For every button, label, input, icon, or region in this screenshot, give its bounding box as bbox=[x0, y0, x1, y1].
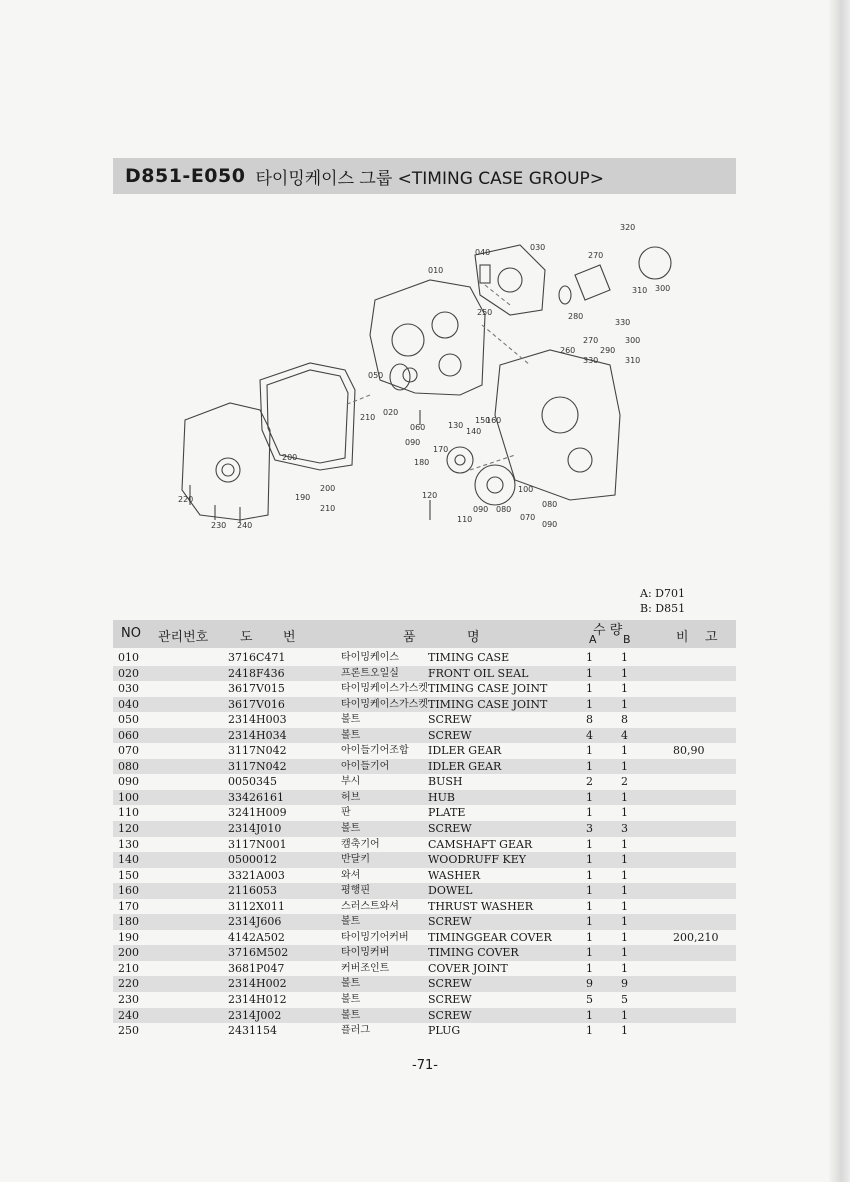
cell-kr: 부시 bbox=[341, 776, 361, 788]
cell-kr: 판 bbox=[341, 807, 351, 819]
cell-a: 1 bbox=[586, 806, 593, 820]
callout-label: 180 bbox=[414, 458, 430, 467]
table-row bbox=[113, 945, 736, 961]
cell-no: 150 bbox=[118, 868, 139, 882]
table-row bbox=[113, 712, 736, 728]
cell-part: 33426161 bbox=[228, 790, 284, 804]
table-row bbox=[113, 774, 736, 790]
header-drawing-2: 번 bbox=[283, 630, 296, 645]
cell-en: COVER JOINT bbox=[428, 961, 508, 975]
cell-b: 1 bbox=[621, 1008, 628, 1022]
table-row bbox=[113, 681, 736, 697]
cell-b: 1 bbox=[621, 930, 628, 944]
cell-a: 1 bbox=[586, 930, 593, 944]
cell-part: 0500012 bbox=[228, 853, 277, 867]
callout-label: 020 bbox=[383, 408, 399, 417]
cell-no: 020 bbox=[118, 666, 139, 680]
callout-label: 190 bbox=[295, 493, 311, 502]
cell-no: 080 bbox=[118, 759, 139, 773]
cell-remark: 80,90 bbox=[673, 744, 705, 758]
cell-a: 1 bbox=[586, 744, 593, 758]
cell-no: 040 bbox=[118, 697, 139, 711]
legend-a: A: D701 bbox=[640, 587, 685, 600]
cell-no: 050 bbox=[118, 713, 139, 727]
cell-part: 2314J010 bbox=[228, 822, 282, 836]
cell-b: 1 bbox=[621, 946, 628, 960]
cell-b: 1 bbox=[621, 682, 628, 696]
callout-label: 330 bbox=[615, 318, 631, 327]
cell-en: PLATE bbox=[428, 806, 466, 820]
cell-en: BUSH bbox=[428, 775, 463, 789]
cell-part: 3681P047 bbox=[228, 961, 285, 975]
cell-b: 1 bbox=[621, 759, 628, 773]
table-row bbox=[113, 805, 736, 821]
cell-kr: 스러스트와셔 bbox=[341, 900, 399, 912]
cell-part: 2418F436 bbox=[228, 666, 285, 680]
cell-a: 1 bbox=[586, 1024, 593, 1038]
cell-en: SCREW bbox=[428, 822, 472, 836]
cell-no: 010 bbox=[118, 651, 139, 664]
callout-label: 240 bbox=[237, 521, 253, 530]
cell-part: 3112X011 bbox=[228, 899, 285, 913]
cell-b: 1 bbox=[621, 853, 628, 867]
cell-a: 1 bbox=[586, 946, 593, 960]
cell-part: 3716C471 bbox=[228, 651, 286, 664]
cell-a: 1 bbox=[586, 1008, 593, 1022]
callout-label: 010 bbox=[428, 266, 444, 275]
cell-kr: 타이밍커버 bbox=[341, 947, 390, 959]
cell-b: 1 bbox=[621, 651, 628, 664]
table-row bbox=[113, 759, 736, 775]
cell-b: 1 bbox=[621, 884, 628, 898]
pulley-drawing bbox=[639, 247, 671, 279]
cell-kr: 타이밍케이스가스켓 bbox=[341, 698, 428, 710]
table-row bbox=[113, 992, 736, 1008]
cell-a: 1 bbox=[586, 682, 593, 696]
cell-part: 3716M502 bbox=[228, 946, 289, 960]
table-row bbox=[113, 821, 736, 837]
cell-b: 1 bbox=[621, 915, 628, 929]
table-row bbox=[113, 666, 736, 682]
cell-part: 3117N042 bbox=[228, 759, 287, 773]
header-remark-1: 비 bbox=[676, 630, 689, 645]
cell-no: 200 bbox=[118, 946, 139, 960]
callout-label: 270 bbox=[588, 251, 604, 260]
header-qty: 수 량 bbox=[593, 623, 623, 638]
table-row bbox=[113, 728, 736, 744]
callout-label: 230 bbox=[211, 521, 227, 530]
cell-kr: 캠축기어 bbox=[341, 838, 380, 850]
cell-part: 3117N001 bbox=[228, 837, 287, 851]
timing-cover-drawing bbox=[182, 403, 270, 520]
callout-label: 090 bbox=[473, 505, 489, 514]
callout-label: 200 bbox=[320, 484, 336, 493]
callout-label: 280 bbox=[568, 312, 584, 321]
cell-kr: 볼트 bbox=[341, 994, 361, 1006]
cell-part: 2116053 bbox=[228, 884, 277, 898]
cell-part: 2314H034 bbox=[228, 728, 287, 742]
callout-label: 320 bbox=[620, 223, 636, 232]
section-title: 타이밍케이스 그룹 <TIMING CASE GROUP> bbox=[255, 168, 605, 189]
callout-label: 310 bbox=[632, 286, 648, 295]
cell-b: 5 bbox=[621, 993, 628, 1007]
callout-label: 060 bbox=[410, 423, 426, 432]
cell-b: 2 bbox=[621, 775, 628, 789]
table-row bbox=[113, 914, 736, 930]
parts-table-header bbox=[113, 620, 736, 648]
exploded-parts-diagram bbox=[170, 215, 690, 545]
table-row bbox=[113, 930, 736, 946]
cell-b: 1 bbox=[621, 961, 628, 975]
callout-label: 200 bbox=[282, 453, 298, 462]
cell-kr: 아이들기어 bbox=[341, 760, 390, 772]
callout-label: 140 bbox=[466, 427, 482, 436]
cell-no: 140 bbox=[118, 853, 139, 867]
timing-case-drawing bbox=[370, 280, 485, 395]
cell-en: SCREW bbox=[428, 713, 472, 727]
callout-label: 040 bbox=[475, 248, 491, 257]
section-title-bar bbox=[113, 158, 736, 194]
cell-a: 9 bbox=[586, 977, 593, 991]
cell-a: 1 bbox=[586, 868, 593, 882]
cell-b: 9 bbox=[621, 977, 628, 991]
cell-part: 2431154 bbox=[228, 1024, 277, 1038]
callout-label: 300 bbox=[625, 336, 641, 345]
cell-a: 3 bbox=[586, 822, 593, 836]
callout-label: 130 bbox=[448, 421, 464, 430]
callout-label: 160 bbox=[486, 416, 502, 425]
callout-label: 270 bbox=[583, 336, 599, 345]
cell-kr: 와셔 bbox=[341, 869, 361, 881]
callout-label: 110 bbox=[457, 515, 473, 524]
cell-no: 170 bbox=[118, 899, 139, 913]
table-row bbox=[113, 852, 736, 868]
page-number: -71- bbox=[412, 1058, 438, 1073]
cell-en: CAMSHAFT GEAR bbox=[428, 837, 533, 851]
header-drawing-1: 도 bbox=[240, 630, 253, 645]
cell-en: THRUST WASHER bbox=[428, 899, 533, 913]
cell-a: 1 bbox=[586, 759, 593, 773]
cell-en: TIMINGGEAR COVER bbox=[428, 930, 552, 944]
cell-a: 4 bbox=[586, 728, 593, 742]
cell-en: FRONT OIL SEAL bbox=[428, 666, 529, 680]
header-qty-a: A bbox=[589, 633, 597, 646]
cell-en: TIMING COVER bbox=[428, 946, 519, 960]
cell-en: HUB bbox=[428, 790, 455, 804]
table-row bbox=[113, 899, 736, 915]
cell-part: 0050345 bbox=[228, 775, 277, 789]
cell-en: IDLER GEAR bbox=[428, 759, 502, 773]
cell-part: 3617V015 bbox=[228, 682, 285, 696]
cell-en: TIMING CASE JOINT bbox=[428, 682, 548, 696]
cell-kr: 프론트오일실 bbox=[341, 667, 399, 679]
cell-kr: 커버조인트 bbox=[341, 962, 390, 974]
cell-a: 1 bbox=[586, 790, 593, 804]
table-row bbox=[113, 1023, 736, 1039]
cell-kr: 타이밍케이스가스켓 bbox=[341, 683, 428, 695]
cell-en: SCREW bbox=[428, 915, 472, 929]
cell-kr: 플러그 bbox=[341, 1025, 370, 1037]
cell-en: SCREW bbox=[428, 993, 472, 1007]
callout-label: 100 bbox=[518, 485, 534, 494]
idler-gear-drawing bbox=[475, 465, 515, 505]
cell-no: 070 bbox=[118, 744, 139, 758]
header-remark-2: 고 bbox=[705, 630, 718, 645]
cell-kr: 볼트 bbox=[341, 916, 361, 928]
cell-no: 160 bbox=[118, 884, 139, 898]
table-row bbox=[113, 650, 736, 666]
callout-label: 080 bbox=[542, 500, 558, 509]
cell-en: PLUG bbox=[428, 1024, 461, 1038]
cell-part: 3321A003 bbox=[228, 868, 285, 882]
callout-label: 080 bbox=[496, 505, 512, 514]
cell-kr: 반달키 bbox=[341, 854, 370, 866]
cell-remark: 200,210 bbox=[673, 930, 719, 944]
header-name-2: 명 bbox=[467, 630, 480, 645]
callout-label: 170 bbox=[433, 445, 449, 454]
cell-no: 090 bbox=[118, 775, 139, 789]
callout-label: 070 bbox=[520, 513, 536, 522]
cell-en: WASHER bbox=[428, 868, 481, 882]
header-name-1: 품 bbox=[403, 630, 416, 645]
cell-a: 1 bbox=[586, 837, 593, 851]
cell-no: 220 bbox=[118, 977, 139, 991]
cell-b: 1 bbox=[621, 868, 628, 882]
cell-no: 120 bbox=[118, 822, 139, 836]
cell-kr: 볼트 bbox=[341, 714, 361, 726]
parts-table-body bbox=[113, 650, 736, 1039]
cell-kr: 아이들기어조합 bbox=[341, 745, 409, 757]
cell-b: 1 bbox=[621, 1024, 628, 1038]
cell-kr: 볼트 bbox=[341, 823, 361, 835]
cell-kr: 타이밍기어커버 bbox=[341, 931, 409, 943]
section-code: D851-E050 bbox=[125, 165, 246, 187]
callout-label: 300 bbox=[655, 284, 671, 293]
table-row bbox=[113, 961, 736, 977]
cell-part: 2314J606 bbox=[228, 915, 282, 929]
cell-part: 4142A502 bbox=[228, 930, 285, 944]
callout-label: 120 bbox=[422, 491, 438, 500]
table-row bbox=[113, 790, 736, 806]
cell-part: 2314H003 bbox=[228, 713, 287, 727]
header-qty-b: B bbox=[623, 633, 631, 646]
callout-label: 330 bbox=[583, 356, 599, 365]
cell-b: 1 bbox=[621, 697, 628, 711]
cell-part: 2314J002 bbox=[228, 1008, 282, 1022]
page-edge-shadow bbox=[828, 0, 850, 1182]
cell-no: 130 bbox=[118, 837, 139, 851]
callout-label: 090 bbox=[405, 438, 421, 447]
table-row bbox=[113, 837, 736, 853]
callout-label: 310 bbox=[625, 356, 641, 365]
cell-en: SCREW bbox=[428, 977, 472, 991]
cell-b: 1 bbox=[621, 837, 628, 851]
cell-kr: 볼트 bbox=[341, 978, 361, 990]
cell-part: 3241H009 bbox=[228, 806, 287, 820]
cell-a: 1 bbox=[586, 697, 593, 711]
cell-no: 060 bbox=[118, 728, 139, 742]
cell-en: DOWEL bbox=[428, 884, 473, 898]
callout-label: 030 bbox=[530, 243, 546, 252]
cell-en: SCREW bbox=[428, 1008, 472, 1022]
callout-label: 050 bbox=[368, 371, 384, 380]
cell-no: 030 bbox=[118, 682, 139, 696]
callout-label: 290 bbox=[600, 346, 616, 355]
cell-kr: 볼트 bbox=[341, 729, 361, 741]
callout-label: 210 bbox=[320, 504, 336, 513]
cell-no: 180 bbox=[118, 915, 139, 929]
table-row bbox=[113, 883, 736, 899]
cell-a: 1 bbox=[586, 961, 593, 975]
cell-en: IDLER GEAR bbox=[428, 744, 502, 758]
cell-a: 8 bbox=[586, 713, 593, 727]
header-mgmt-no: 관리번호 bbox=[158, 630, 209, 645]
callout-label: 250 bbox=[477, 308, 493, 317]
cell-no: 210 bbox=[118, 961, 139, 975]
diagram-callout-labels bbox=[178, 223, 670, 530]
cell-b: 1 bbox=[621, 899, 628, 913]
cell-a: 1 bbox=[586, 899, 593, 913]
cell-b: 1 bbox=[621, 790, 628, 804]
callout-label: 150 bbox=[475, 416, 491, 425]
cell-b: 4 bbox=[621, 728, 628, 742]
cell-a: 1 bbox=[586, 853, 593, 867]
cell-kr: 평행핀 bbox=[341, 885, 370, 897]
cell-a: 1 bbox=[586, 666, 593, 680]
cell-a: 1 bbox=[586, 651, 593, 664]
cell-part: 3617V016 bbox=[228, 697, 285, 711]
cell-a: 1 bbox=[586, 884, 593, 898]
cell-b: 3 bbox=[621, 822, 628, 836]
cover-gasket-drawing bbox=[260, 363, 355, 470]
cell-no: 240 bbox=[118, 1008, 139, 1022]
cell-kr: 볼트 bbox=[341, 1009, 361, 1021]
cell-a: 1 bbox=[586, 915, 593, 929]
cell-b: 1 bbox=[621, 666, 628, 680]
table-row bbox=[113, 976, 736, 992]
cell-a: 2 bbox=[586, 775, 593, 789]
cell-no: 190 bbox=[118, 930, 139, 944]
cell-en: TIMING CASE bbox=[428, 651, 510, 664]
cell-a: 5 bbox=[586, 993, 593, 1007]
cell-no: 230 bbox=[118, 993, 139, 1007]
cell-part: 3117N042 bbox=[228, 744, 287, 758]
cell-no: 100 bbox=[118, 790, 139, 804]
cell-b: 8 bbox=[621, 713, 628, 727]
cell-b: 1 bbox=[621, 744, 628, 758]
model-legend bbox=[640, 586, 685, 616]
legend-b: B: D851 bbox=[640, 602, 686, 615]
callout-label: 260 bbox=[560, 346, 576, 355]
callout-label: 220 bbox=[178, 495, 194, 504]
cell-no: 110 bbox=[118, 806, 139, 820]
table-row bbox=[113, 743, 736, 759]
cell-b: 1 bbox=[621, 806, 628, 820]
cell-no: 250 bbox=[118, 1024, 139, 1038]
cell-kr: 타이밍케이스 bbox=[341, 652, 399, 663]
oil-seal-drawing bbox=[390, 364, 410, 390]
cell-kr: 허브 bbox=[341, 791, 361, 803]
table-row bbox=[113, 868, 736, 884]
cell-part: 2314H012 bbox=[228, 993, 287, 1007]
cell-part: 2314H002 bbox=[228, 977, 287, 991]
cell-en: WOODRUFF KEY bbox=[428, 853, 526, 867]
header-no: NO bbox=[121, 626, 141, 641]
cell-en: TIMING CASE JOINT bbox=[428, 697, 548, 711]
cell-en: SCREW bbox=[428, 728, 472, 742]
callout-label: 210 bbox=[360, 413, 376, 422]
table-row bbox=[113, 697, 736, 713]
table-row bbox=[113, 1008, 736, 1024]
callout-label: 090 bbox=[542, 520, 558, 529]
